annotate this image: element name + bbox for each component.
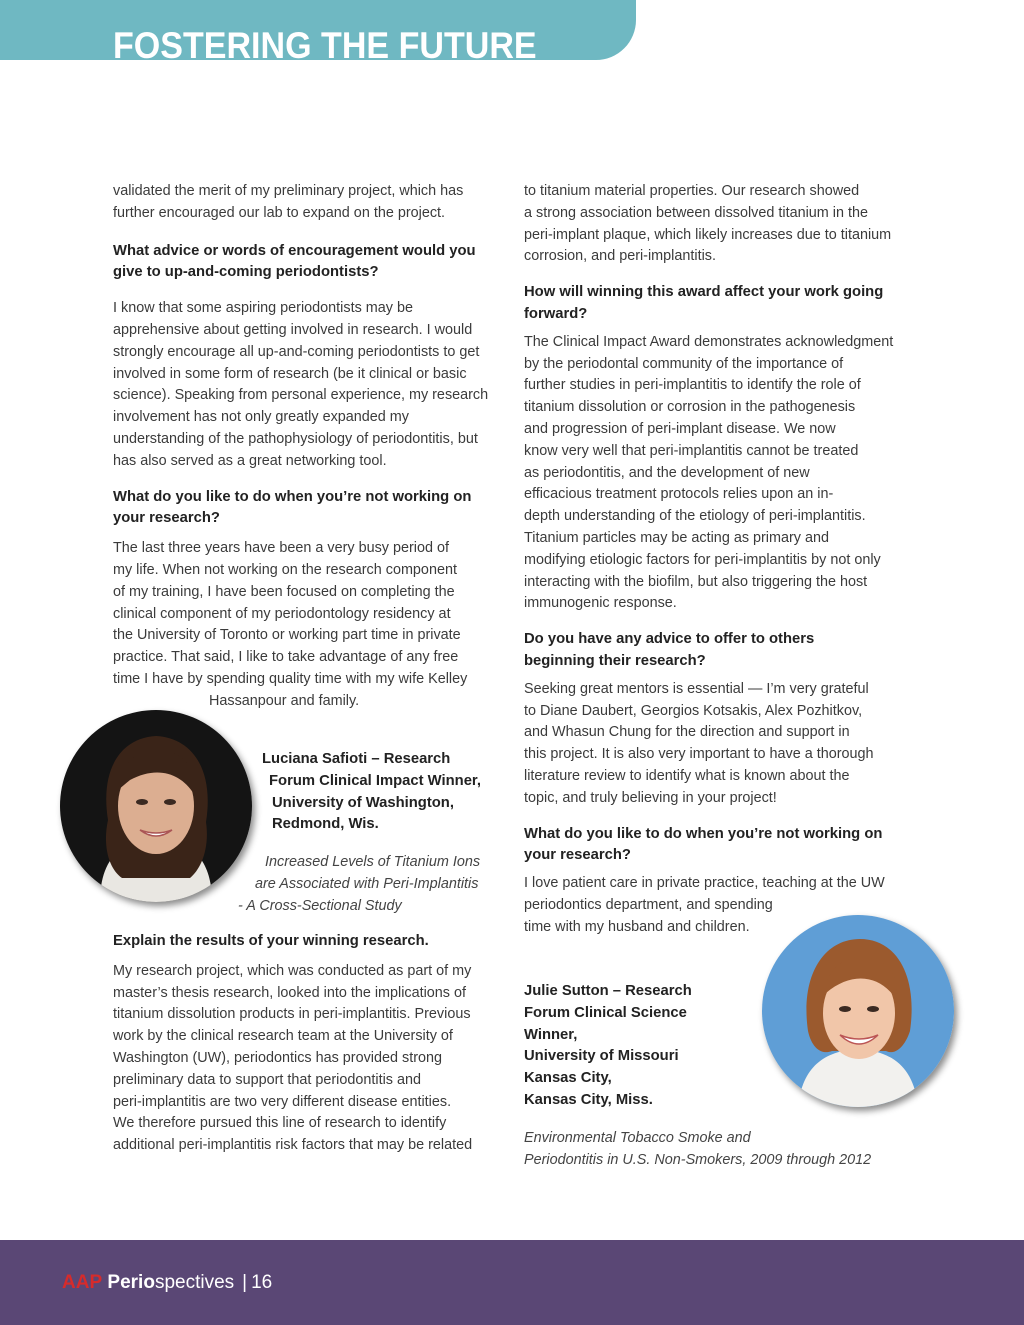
brand-perio: Perio [107,1272,155,1293]
answer-hobbies-sutton: I love patient care in private practice, teaching at the UW periodontics department, and spending time with my husband and children. [524,875,885,935]
footer-brand [62,1272,272,1294]
answer-advice: I know that some aspiring periodontists may be apprehensive about getting involved in research. I would strongly encourage all up-and-coming periodontists to get involved in some form of research (be it clinical or basic science). Speaking from personal experience, my research involvement has not only greatly expanded my understanding of the pathophysiology of periodontitis, but has also served as a great networking tool. [113,300,489,469]
julie-study-title: Environmental Tobacco Smoke and Periodontitis in U.S. Non-Smokers, 2009 through 2012 [524,1130,872,1168]
left-column-bottom [113,931,493,1157]
question-advice: What advice or words of encouragement would you give to up-and-coming periodontists? [113,242,476,281]
brand-rest: spectives [154,1272,235,1293]
luciana-safioti-photo [60,710,252,902]
answer-advice-others: Seeking great mentors is essential — I’m very grateful to Diane Daubert, Georgios Kotsakis, Alex Pozhitkov, and Whasun Chung for the direction and support in this project. It is also very important to have a thorough literature review to identify what is known about the topic, and truly believing in your project! [524,680,874,806]
intro-paragraph: validated the merit of my preliminary project, which has further encouraged our lab to expand on the project. [113,183,464,221]
answer-results: My research project, which was conducted as part of my master’s thesis research, looked into the implications of titanium dissolution products in peri-implantitis. Previous work by the clinical research team at the University of Washington (UW), periodontics has provided strong preliminary data to support that periodontitis and peri-implantitis are two very different disease entities. We therefore pursued this line of research to identify additional peri-implantitis risk factors that may be related [113,962,473,1154]
question-hobbies-sutton: What do you like to do when you’re not working on your research? [524,825,883,864]
footer-separator: | [242,1272,248,1293]
brand-aap: AAP [62,1272,103,1293]
answer-results-continued: to titanium material properties. Our research showed a strong association between dissolved titanium in the peri-implant plaque, which likely increases due to titanium corrosion, and peri-implantitis. [524,183,892,265]
julie-winner-title: Julie Sutton – Research Forum Clinical Science Winner, University of Missouri Kansas City, Kansas City, Miss. [524,983,692,1108]
julie-sutton-photo [762,915,954,1107]
right-column [524,181,909,939]
question-results: Explain the results of your winning research. [113,933,429,949]
page-title: FOSTERING THE FUTURE [113,25,537,60]
question-advice-others: Do you have any advice to offer to others beginning their research? [524,631,815,669]
luciana-study-title: Increased Levels of Titanium Ions are Associated with Peri-Implantitis - A Cross-Sectional Study [238,854,481,914]
page-number: 16 [251,1272,273,1293]
question-hobbies: What do you like to do when you’re not working on your research? [113,488,472,527]
question-award-impact: How will winning this award affect your work going forward? [524,284,884,322]
answer-hobbies: The last three years have been a very busy period of my life. When not working on the research component of my training, I have been focused on completing the clinical component of my periodontology residency at the University of Toronto or working part time in private practice. That said, I like to take advantage of any free time I have by spending quality time with my wife Kelley Hassanpour and family. [113,540,468,709]
luciana-winner-title: Luciana Safioti – Research Forum Clinical Impact Winner, University of Washington, Redmond, Wis. [262,751,481,833]
answer-award-impact: The Clinical Impact Award demonstrates acknowledgment by the periodontal community of the importance of further studies in peri-implantitis to identify the role of titanium dissolution or corrosion in the pathogenesis and progression of peri-implant disease. We now know very well that peri-implantitis cannot be treated as periodontitis, and the development of new efficacious treatment protocols relies upon an in- depth understanding of the etiology of peri-implantitis. Titanium particles may be acting as primary and modifying etiologic factors for peri-implantitis by not only interacting with the biofilm, but also triggering the host immunogenic response. [524,333,894,612]
left-column [113,181,493,713]
